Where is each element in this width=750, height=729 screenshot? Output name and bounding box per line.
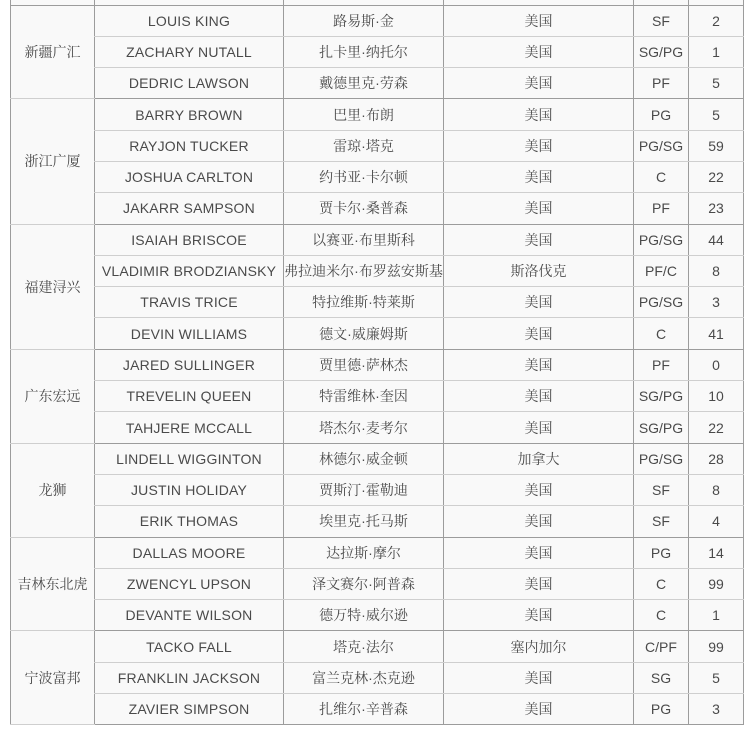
player-name-zh-cell: 泽文赛尔·阿普森: [284, 568, 444, 599]
player-name-zh-cell: 林德尔·威金顿: [284, 443, 444, 474]
nationality-cell: 美国: [444, 694, 634, 725]
player-name-zh-cell: 特拉维斯·特莱斯: [284, 287, 444, 318]
player-name-en-cell: ERIK THOMAS: [95, 506, 284, 537]
nationality-cell: 美国: [444, 36, 634, 67]
position-cell: PG: [634, 694, 689, 725]
nationality-cell: 美国: [444, 506, 634, 537]
player-name-en-cell: JOSHUA CARLTON: [95, 161, 284, 192]
player-name-en-cell: DEVIN WILLIAMS: [95, 318, 284, 349]
roster-body: [11, 0, 744, 725]
jersey-number-cell: 23: [689, 193, 744, 224]
player-name-zh-cell: 雷琼·塔克: [284, 130, 444, 161]
player-name-zh-cell: 达拉斯·摩尔: [284, 537, 444, 568]
position-cell: C: [634, 600, 689, 631]
player-name-zh-cell: 巴里·布朗: [284, 99, 444, 130]
position-cell: SG: [634, 662, 689, 693]
player-name-en-cell: LOUIS KING: [95, 5, 284, 36]
player-row: [11, 5, 744, 36]
player-name-en-cell: DEDRIC LAWSON: [95, 68, 284, 99]
player-name-en-cell: RAYJON TUCKER: [95, 130, 284, 161]
jersey-number-cell: 59: [689, 130, 744, 161]
player-row: [11, 631, 744, 662]
player-name-zh-cell: 贾卡尔·桑普森: [284, 193, 444, 224]
player-name-zh-cell: 德万特·威尔逊: [284, 600, 444, 631]
position-cell: C: [634, 161, 689, 192]
player-name-zh-cell: 约书亚·卡尔顿: [284, 161, 444, 192]
player-name-en-cell: DEVANTE WILSON: [95, 600, 284, 631]
player-name-zh-cell: 贾斯汀·霍勒迪: [284, 474, 444, 505]
position-cell: PG/SG: [634, 287, 689, 318]
player-name-en-cell: ZAVIER SIMPSON: [95, 694, 284, 725]
position-cell: PG: [634, 99, 689, 130]
player-name-zh-cell: 富兰克林·杰克逊: [284, 662, 444, 693]
player-row: [11, 68, 744, 99]
player-row: [11, 568, 744, 599]
nationality-cell: 加拿大: [444, 443, 634, 474]
jersey-number-cell: 1: [689, 36, 744, 67]
player-name-en-cell: TACKO FALL: [95, 631, 284, 662]
jersey-number-cell: 3: [689, 287, 744, 318]
player-row: [11, 600, 744, 631]
nationality-cell: 美国: [444, 412, 634, 443]
jersey-number-cell: 22: [689, 161, 744, 192]
nationality-cell: 美国: [444, 318, 634, 349]
player-row: [11, 287, 744, 318]
player-row: [11, 662, 744, 693]
jersey-number-cell: 2: [689, 5, 744, 36]
player-row: [11, 161, 744, 192]
position-cell: SF: [634, 5, 689, 36]
position-cell: PF: [634, 193, 689, 224]
player-name-zh-cell: 塔杰尔·麦考尔: [284, 412, 444, 443]
player-name-en-cell: TREVELIN QUEEN: [95, 381, 284, 412]
position-cell: PG/SG: [634, 443, 689, 474]
player-name-en-cell: ISAIAH BRISCOE: [95, 224, 284, 255]
jersey-number-cell: 8: [689, 474, 744, 505]
position-cell: C: [634, 568, 689, 599]
position-cell: C/PF: [634, 631, 689, 662]
position-cell: PG: [634, 537, 689, 568]
jersey-number-cell: 8: [689, 255, 744, 286]
nationality-cell: 美国: [444, 161, 634, 192]
nationality-cell: 美国: [444, 224, 634, 255]
position-cell: PG/SG: [634, 224, 689, 255]
player-row: [11, 412, 744, 443]
position-cell: PF: [634, 349, 689, 380]
player-name-en-cell: ZACHARY NUTALL: [95, 36, 284, 67]
player-name-en-cell: DALLAS MOORE: [95, 537, 284, 568]
jersey-number-cell: 99: [689, 568, 744, 599]
nationality-cell: 美国: [444, 5, 634, 36]
team-name-cell: 龙狮: [11, 443, 95, 537]
player-name-zh-cell: 特雷维林·奎因: [284, 381, 444, 412]
jersey-number-cell: 44: [689, 224, 744, 255]
player-name-en-cell: BARRY BROWN: [95, 99, 284, 130]
jersey-number-cell: 41: [689, 318, 744, 349]
team-name-cell: 吉林东北虎: [11, 537, 95, 631]
nationality-cell: 美国: [444, 662, 634, 693]
player-name-en-cell: TRAVIS TRICE: [95, 287, 284, 318]
jersey-number-cell: 5: [689, 68, 744, 99]
nationality-cell: 美国: [444, 474, 634, 505]
player-row: [11, 474, 744, 505]
player-row: [11, 381, 744, 412]
player-name-en-cell: JARED SULLINGER: [95, 349, 284, 380]
player-name-en-cell: LINDELL WIGGINTON: [95, 443, 284, 474]
player-name-zh-cell: 扎卡里·纳托尔: [284, 36, 444, 67]
position-cell: SG/PG: [634, 412, 689, 443]
nationality-cell: 美国: [444, 193, 634, 224]
player-name-zh-cell: 贾里德·萨林杰: [284, 349, 444, 380]
team-name-cell: 广东宏远: [11, 349, 95, 443]
nationality-cell: 塞内加尔: [444, 631, 634, 662]
player-row: [11, 349, 744, 380]
player-name-zh-cell: 塔克·法尔: [284, 631, 444, 662]
player-name-en-cell: TAHJERE MCCALL: [95, 412, 284, 443]
jersey-number-cell: 5: [689, 99, 744, 130]
position-cell: SF: [634, 506, 689, 537]
team-name-cell: 浙江广厦: [11, 99, 95, 224]
nationality-cell: 斯洛伐克: [444, 255, 634, 286]
jersey-number-cell: 14: [689, 537, 744, 568]
jersey-number-cell: 1: [689, 600, 744, 631]
player-name-zh-cell: 路易斯·金: [284, 5, 444, 36]
jersey-number-cell: 10: [689, 381, 744, 412]
player-name-zh-cell: 戴德里克·劳森: [284, 68, 444, 99]
position-cell: C: [634, 318, 689, 349]
player-row: [11, 443, 744, 474]
player-name-zh-cell: 德文·威廉姆斯: [284, 318, 444, 349]
nationality-cell: 美国: [444, 537, 634, 568]
player-row: [11, 36, 744, 67]
roster-table: [10, 0, 744, 725]
player-name-zh-cell: 扎维尔·辛普森: [284, 694, 444, 725]
nationality-cell: 美国: [444, 381, 634, 412]
player-name-en-cell: FRANKLIN JACKSON: [95, 662, 284, 693]
player-name-zh-cell: 以赛亚·布里斯科: [284, 224, 444, 255]
jersey-number-cell: 5: [689, 662, 744, 693]
jersey-number-cell: 3: [689, 694, 744, 725]
jersey-number-cell: 22: [689, 412, 744, 443]
nationality-cell: 美国: [444, 287, 634, 318]
player-name-en-cell: JUSTIN HOLIDAY: [95, 474, 284, 505]
position-cell: SG/PG: [634, 36, 689, 67]
player-row: [11, 130, 744, 161]
nationality-cell: 美国: [444, 68, 634, 99]
nationality-cell: 美国: [444, 99, 634, 130]
player-row: [11, 506, 744, 537]
player-row: [11, 99, 744, 130]
position-cell: SG/PG: [634, 381, 689, 412]
nationality-cell: 美国: [444, 568, 634, 599]
jersey-number-cell: 28: [689, 443, 744, 474]
position-cell: PG/SG: [634, 130, 689, 161]
player-name-en-cell: JAKARR SAMPSON: [95, 193, 284, 224]
team-name-cell: 宁波富邦: [11, 631, 95, 725]
jersey-number-cell: 99: [689, 631, 744, 662]
player-row: [11, 193, 744, 224]
jersey-number-cell: 0: [689, 349, 744, 380]
jersey-number-cell: 4: [689, 506, 744, 537]
nationality-cell: 美国: [444, 349, 634, 380]
player-row: [11, 318, 744, 349]
team-name-cell: 新疆广汇: [11, 5, 95, 99]
position-cell: PF: [634, 68, 689, 99]
player-name-en-cell: VLADIMIR BRODZIANSKY: [95, 255, 284, 286]
player-name-en-cell: ZWENCYL UPSON: [95, 568, 284, 599]
position-cell: SF: [634, 474, 689, 505]
player-name-zh-cell: 埃里克·托马斯: [284, 506, 444, 537]
player-row: [11, 694, 744, 725]
position-cell: PF/C: [634, 255, 689, 286]
player-row: [11, 224, 744, 255]
player-row: [11, 537, 744, 568]
player-name-zh-cell: 弗拉迪米尔·布罗兹安斯基: [284, 255, 444, 286]
nationality-cell: 美国: [444, 600, 634, 631]
player-row: [11, 255, 744, 286]
team-name-cell: 福建浔兴: [11, 224, 95, 349]
nationality-cell: 美国: [444, 130, 634, 161]
